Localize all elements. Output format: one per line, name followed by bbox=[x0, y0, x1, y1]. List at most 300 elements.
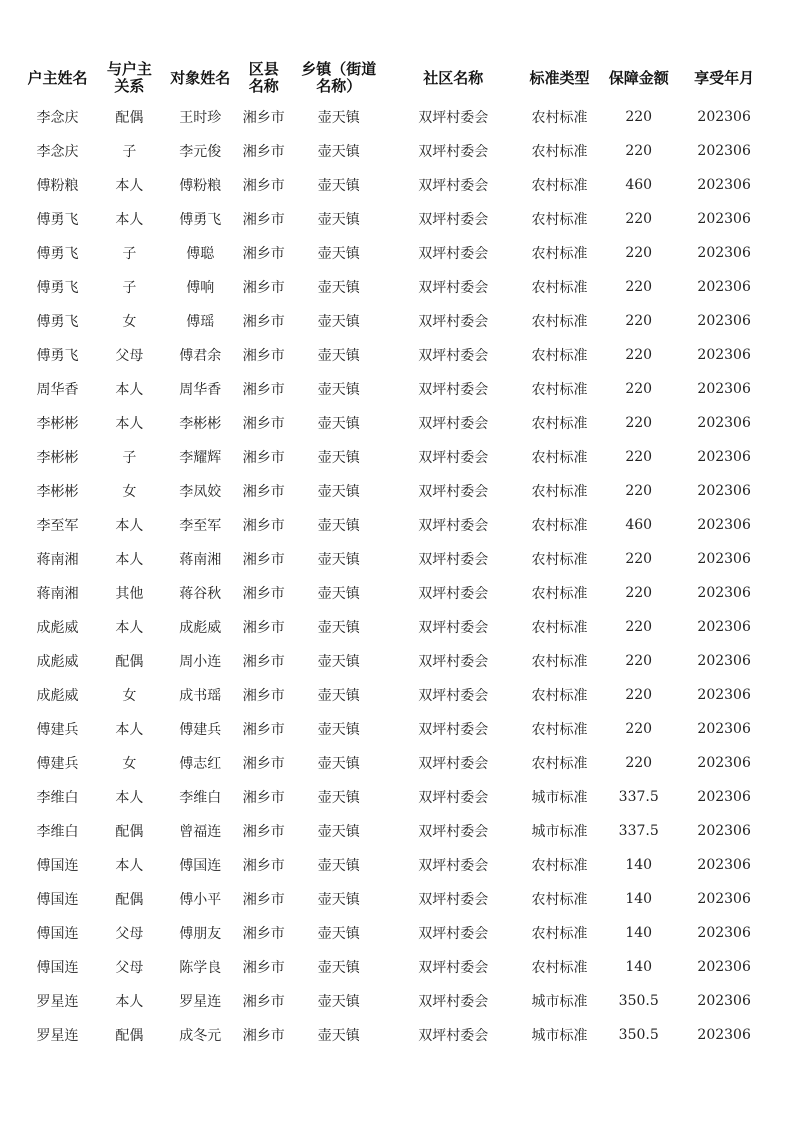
cell-benefit-month: 202306 bbox=[697, 959, 751, 975]
cell-benefit-amount: 140 bbox=[625, 959, 653, 975]
cell-benefit-month: 202306 bbox=[697, 517, 751, 533]
cell-relation-to-householder: 女 bbox=[122, 314, 137, 330]
cell-relation-to-householder: 父母 bbox=[115, 348, 144, 364]
cell-county-name: 湘乡市 bbox=[242, 450, 285, 466]
cell-householder-name: 罗星连 bbox=[36, 994, 79, 1010]
cell-standard-type: 农村标准 bbox=[531, 892, 588, 908]
cell-town-name: 壶天镇 bbox=[317, 382, 360, 398]
cell-county-name: 湘乡市 bbox=[242, 960, 285, 976]
cell-standard-type: 农村标准 bbox=[531, 212, 588, 228]
table-row bbox=[20, 644, 770, 678]
cell-standard-type: 农村标准 bbox=[531, 756, 588, 772]
cell-benefit-month: 202306 bbox=[697, 653, 751, 669]
cell-county-name: 湘乡市 bbox=[242, 382, 285, 398]
cell-county-name: 湘乡市 bbox=[242, 1028, 285, 1044]
cell-standard-type: 农村标准 bbox=[531, 314, 588, 330]
cell-community-name: 双坪村委会 bbox=[418, 858, 489, 874]
cell-benefit-month: 202306 bbox=[697, 483, 751, 499]
cell-standard-type: 农村标准 bbox=[531, 586, 588, 602]
cell-county-name: 湘乡市 bbox=[242, 824, 285, 840]
cell-town-name: 壶天镇 bbox=[317, 892, 360, 908]
cell-benefit-amount: 350.5 bbox=[618, 993, 659, 1009]
cell-standard-type: 农村标准 bbox=[531, 280, 588, 296]
cell-householder-name: 傅国连 bbox=[36, 960, 79, 976]
cell-recipient-name: 周小连 bbox=[179, 654, 222, 670]
cell-relation-to-householder: 本人 bbox=[115, 382, 144, 398]
cell-benefit-month: 202306 bbox=[697, 143, 751, 159]
cell-householder-name: 李彬彬 bbox=[36, 484, 79, 500]
cell-benefit-amount: 220 bbox=[625, 381, 653, 397]
cell-town-name: 壶天镇 bbox=[317, 994, 360, 1010]
table-header bbox=[20, 56, 770, 100]
cell-community-name: 双坪村委会 bbox=[418, 1028, 489, 1044]
cell-relation-to-householder: 女 bbox=[122, 756, 137, 772]
cell-town-name: 壶天镇 bbox=[317, 450, 360, 466]
cell-relation-to-householder: 女 bbox=[122, 484, 137, 500]
table-row bbox=[20, 678, 770, 712]
cell-benefit-amount: 220 bbox=[625, 279, 653, 295]
cell-county-name: 湘乡市 bbox=[242, 892, 285, 908]
cell-recipient-name: 蒋南湘 bbox=[179, 552, 222, 568]
cell-community-name: 双坪村委会 bbox=[418, 824, 489, 840]
table-row bbox=[20, 814, 770, 848]
table-row bbox=[20, 406, 770, 440]
cell-standard-type: 城市标准 bbox=[531, 994, 588, 1010]
cell-community-name: 双坪村委会 bbox=[418, 348, 489, 364]
cell-recipient-name: 周华香 bbox=[179, 382, 222, 398]
cell-county-name: 湘乡市 bbox=[242, 246, 285, 262]
column-header-relation-to-householder bbox=[95, 56, 164, 100]
cell-town-name: 壶天镇 bbox=[317, 858, 360, 874]
cell-benefit-month: 202306 bbox=[697, 755, 751, 771]
table-row bbox=[20, 576, 770, 610]
cell-benefit-month: 202306 bbox=[697, 449, 751, 465]
cell-benefit-month: 202306 bbox=[697, 177, 751, 193]
column-header-text: 标准类型 bbox=[529, 68, 590, 87]
cell-standard-type: 农村标准 bbox=[531, 178, 588, 194]
cell-relation-to-householder: 配偶 bbox=[115, 892, 144, 908]
cell-standard-type: 城市标准 bbox=[531, 790, 588, 806]
cell-benefit-amount: 350.5 bbox=[618, 1027, 659, 1043]
cell-householder-name: 傅建兵 bbox=[36, 722, 79, 738]
table-row bbox=[20, 746, 770, 780]
cell-benefit-amount: 337.5 bbox=[618, 789, 659, 805]
table-row bbox=[20, 270, 770, 304]
cell-benefit-month: 202306 bbox=[697, 381, 751, 397]
cell-benefit-month: 202306 bbox=[697, 619, 751, 635]
column-header-text: 对象姓名 bbox=[170, 68, 231, 87]
cell-benefit-month: 202306 bbox=[697, 313, 751, 329]
cell-standard-type: 农村标准 bbox=[531, 144, 588, 160]
cell-recipient-name: 王时珍 bbox=[179, 110, 222, 126]
table-row bbox=[20, 916, 770, 950]
cell-standard-type: 农村标准 bbox=[531, 722, 588, 738]
cell-community-name: 双坪村委会 bbox=[418, 450, 489, 466]
cell-community-name: 双坪村委会 bbox=[418, 756, 489, 772]
cell-relation-to-householder: 配偶 bbox=[115, 654, 144, 670]
cell-county-name: 湘乡市 bbox=[242, 348, 285, 364]
cell-householder-name: 傅国连 bbox=[36, 926, 79, 942]
cell-relation-to-householder: 本人 bbox=[115, 858, 144, 874]
cell-householder-name: 李维白 bbox=[36, 824, 79, 840]
cell-benefit-amount: 220 bbox=[625, 755, 653, 771]
cell-householder-name: 罗星连 bbox=[36, 1028, 79, 1044]
cell-standard-type: 农村标准 bbox=[531, 416, 588, 432]
cell-benefit-month: 202306 bbox=[697, 585, 751, 601]
cell-householder-name: 傅建兵 bbox=[36, 756, 79, 772]
cell-standard-type: 农村标准 bbox=[531, 926, 588, 942]
cell-relation-to-householder: 子 bbox=[122, 144, 137, 160]
cell-standard-type: 农村标准 bbox=[531, 484, 588, 500]
cell-benefit-amount: 220 bbox=[625, 313, 653, 329]
cell-community-name: 双坪村委会 bbox=[418, 280, 489, 296]
table-row bbox=[20, 440, 770, 474]
cell-householder-name: 成彪威 bbox=[36, 620, 79, 636]
column-header-householder-name bbox=[20, 56, 95, 100]
column-header-recipient-name bbox=[164, 56, 237, 100]
cell-benefit-month: 202306 bbox=[697, 993, 751, 1009]
cell-benefit-month: 202306 bbox=[697, 211, 751, 227]
cell-community-name: 双坪村委会 bbox=[418, 586, 489, 602]
cell-community-name: 双坪村委会 bbox=[418, 212, 489, 228]
cell-county-name: 湘乡市 bbox=[242, 722, 285, 738]
cell-standard-type: 农村标准 bbox=[531, 552, 588, 568]
cell-standard-type: 农村标准 bbox=[531, 450, 588, 466]
cell-county-name: 湘乡市 bbox=[242, 926, 285, 942]
table-row bbox=[20, 236, 770, 270]
cell-county-name: 湘乡市 bbox=[242, 552, 285, 568]
cell-recipient-name: 傅聪 bbox=[186, 246, 215, 262]
cell-benefit-month: 202306 bbox=[697, 347, 751, 363]
cell-town-name: 壶天镇 bbox=[317, 280, 360, 296]
cell-recipient-name: 罗星连 bbox=[179, 994, 222, 1010]
cell-benefit-amount: 220 bbox=[625, 619, 653, 635]
table-row bbox=[20, 202, 770, 236]
table-row bbox=[20, 134, 770, 168]
cell-benefit-amount: 220 bbox=[625, 483, 653, 499]
cell-town-name: 壶天镇 bbox=[317, 314, 360, 330]
cell-benefit-month: 202306 bbox=[697, 1027, 751, 1043]
column-header-text: 名称） bbox=[316, 77, 362, 95]
cell-benefit-amount: 220 bbox=[625, 687, 653, 703]
cell-recipient-name: 傅勇飞 bbox=[179, 212, 222, 228]
cell-benefit-month: 202306 bbox=[697, 823, 751, 839]
cell-benefit-month: 202306 bbox=[697, 925, 751, 941]
column-header-text: 享受年月 bbox=[694, 68, 755, 87]
cell-householder-name: 成彪威 bbox=[36, 654, 79, 670]
cell-recipient-name: 李凤姣 bbox=[179, 484, 222, 500]
table-row bbox=[20, 372, 770, 406]
cell-county-name: 湘乡市 bbox=[242, 144, 285, 160]
cell-county-name: 湘乡市 bbox=[242, 790, 285, 806]
cell-community-name: 双坪村委会 bbox=[418, 994, 489, 1010]
cell-standard-type: 农村标准 bbox=[531, 518, 588, 534]
cell-standard-type: 农村标准 bbox=[531, 688, 588, 704]
cell-householder-name: 蒋南湘 bbox=[36, 552, 79, 568]
table-row bbox=[20, 508, 770, 542]
cell-householder-name: 傅国连 bbox=[36, 858, 79, 874]
cell-community-name: 双坪村委会 bbox=[418, 144, 489, 160]
cell-town-name: 壶天镇 bbox=[317, 552, 360, 568]
cell-recipient-name: 李维白 bbox=[179, 790, 222, 806]
cell-community-name: 双坪村委会 bbox=[418, 552, 489, 568]
cell-recipient-name: 成彪威 bbox=[179, 620, 222, 636]
cell-standard-type: 农村标准 bbox=[531, 348, 588, 364]
column-header-text: 户主姓名 bbox=[27, 68, 88, 87]
table-row bbox=[20, 848, 770, 882]
cell-community-name: 双坪村委会 bbox=[418, 790, 489, 806]
cell-county-name: 湘乡市 bbox=[242, 484, 285, 500]
cell-benefit-amount: 220 bbox=[625, 347, 653, 363]
cell-community-name: 双坪村委会 bbox=[418, 892, 489, 908]
cell-recipient-name: 傅朋友 bbox=[179, 926, 222, 942]
cell-town-name: 壶天镇 bbox=[317, 178, 360, 194]
column-header-text: 保障金额 bbox=[608, 68, 669, 87]
cell-benefit-month: 202306 bbox=[697, 415, 751, 431]
table-row bbox=[20, 100, 770, 134]
cell-recipient-name: 傅响 bbox=[186, 280, 215, 296]
column-header-standard-type bbox=[520, 56, 599, 100]
cell-recipient-name: 傅瑶 bbox=[186, 314, 215, 330]
table-row bbox=[20, 542, 770, 576]
cell-householder-name: 成彪威 bbox=[36, 688, 79, 704]
cell-community-name: 双坪村委会 bbox=[418, 926, 489, 942]
cell-relation-to-householder: 本人 bbox=[115, 178, 144, 194]
cell-benefit-month: 202306 bbox=[697, 551, 751, 567]
column-header-benefit-amount bbox=[599, 56, 678, 100]
cell-householder-name: 傅国连 bbox=[36, 892, 79, 908]
cell-community-name: 双坪村委会 bbox=[418, 484, 489, 500]
cell-relation-to-householder: 本人 bbox=[115, 552, 144, 568]
cell-householder-name: 李念庆 bbox=[36, 144, 79, 160]
cell-standard-type: 农村标准 bbox=[531, 110, 588, 126]
column-header-community-name bbox=[387, 56, 520, 100]
cell-relation-to-householder: 配偶 bbox=[115, 824, 144, 840]
cell-recipient-name: 曾福连 bbox=[179, 824, 222, 840]
header-row bbox=[20, 56, 770, 100]
cell-county-name: 湘乡市 bbox=[242, 518, 285, 534]
cell-town-name: 壶天镇 bbox=[317, 960, 360, 976]
cell-county-name: 湘乡市 bbox=[242, 858, 285, 874]
cell-benefit-amount: 220 bbox=[625, 211, 653, 227]
cell-householder-name: 傅勇飞 bbox=[36, 212, 79, 228]
cell-householder-name: 李彬彬 bbox=[36, 450, 79, 466]
cell-standard-type: 城市标准 bbox=[531, 824, 588, 840]
cell-benefit-month: 202306 bbox=[697, 857, 751, 873]
cell-community-name: 双坪村委会 bbox=[418, 688, 489, 704]
cell-householder-name: 傅勇飞 bbox=[36, 314, 79, 330]
cell-standard-type: 农村标准 bbox=[531, 960, 588, 976]
column-header-county-name bbox=[237, 56, 291, 100]
cell-householder-name: 傅勇飞 bbox=[36, 246, 79, 262]
column-header-text: 社区名称 bbox=[423, 68, 484, 87]
cell-town-name: 壶天镇 bbox=[317, 654, 360, 670]
cell-householder-name: 周华香 bbox=[36, 382, 79, 398]
cell-benefit-amount: 220 bbox=[625, 585, 653, 601]
cell-benefit-month: 202306 bbox=[697, 109, 751, 125]
table-row bbox=[20, 338, 770, 372]
cell-town-name: 壶天镇 bbox=[317, 348, 360, 364]
cell-recipient-name: 陈学良 bbox=[179, 960, 222, 976]
column-header-text: 区县 bbox=[248, 60, 279, 78]
cell-county-name: 湘乡市 bbox=[242, 620, 285, 636]
cell-county-name: 湘乡市 bbox=[242, 416, 285, 432]
cell-community-name: 双坪村委会 bbox=[418, 620, 489, 636]
cell-county-name: 湘乡市 bbox=[242, 178, 285, 194]
cell-relation-to-householder: 本人 bbox=[115, 212, 144, 228]
cell-benefit-month: 202306 bbox=[697, 687, 751, 703]
cell-town-name: 壶天镇 bbox=[317, 212, 360, 228]
benefit-roster-table bbox=[20, 56, 770, 1052]
cell-householder-name: 傅勇飞 bbox=[36, 280, 79, 296]
cell-town-name: 壶天镇 bbox=[317, 246, 360, 262]
table-row bbox=[20, 712, 770, 746]
table-row bbox=[20, 1018, 770, 1052]
cell-town-name: 壶天镇 bbox=[317, 756, 360, 772]
cell-community-name: 双坪村委会 bbox=[418, 178, 489, 194]
cell-standard-type: 农村标准 bbox=[531, 246, 588, 262]
cell-town-name: 壶天镇 bbox=[317, 586, 360, 602]
cell-town-name: 壶天镇 bbox=[317, 1028, 360, 1044]
cell-recipient-name: 傅君余 bbox=[179, 348, 222, 364]
table-row bbox=[20, 882, 770, 916]
cell-town-name: 壶天镇 bbox=[317, 790, 360, 806]
cell-householder-name: 李念庆 bbox=[36, 110, 79, 126]
cell-benefit-amount: 140 bbox=[625, 925, 653, 941]
cell-relation-to-householder: 父母 bbox=[115, 960, 144, 976]
table-row bbox=[20, 984, 770, 1018]
cell-recipient-name: 蒋谷秋 bbox=[179, 586, 222, 602]
cell-recipient-name: 傅建兵 bbox=[179, 722, 222, 738]
cell-relation-to-householder: 父母 bbox=[115, 926, 144, 942]
cell-town-name: 壶天镇 bbox=[317, 416, 360, 432]
cell-benefit-month: 202306 bbox=[697, 891, 751, 907]
cell-town-name: 壶天镇 bbox=[317, 688, 360, 704]
cell-householder-name: 傅勇飞 bbox=[36, 348, 79, 364]
cell-relation-to-householder: 子 bbox=[122, 280, 137, 296]
cell-relation-to-householder: 本人 bbox=[115, 416, 144, 432]
cell-town-name: 壶天镇 bbox=[317, 722, 360, 738]
cell-community-name: 双坪村委会 bbox=[418, 416, 489, 432]
cell-standard-type: 农村标准 bbox=[531, 620, 588, 636]
cell-recipient-name: 李元俊 bbox=[179, 144, 222, 160]
cell-benefit-amount: 220 bbox=[625, 653, 653, 669]
cell-recipient-name: 傅小平 bbox=[179, 892, 222, 908]
cell-community-name: 双坪村委会 bbox=[418, 110, 489, 126]
cell-town-name: 壶天镇 bbox=[317, 144, 360, 160]
cell-community-name: 双坪村委会 bbox=[418, 314, 489, 330]
cell-community-name: 双坪村委会 bbox=[418, 518, 489, 534]
cell-county-name: 湘乡市 bbox=[242, 110, 285, 126]
cell-county-name: 湘乡市 bbox=[242, 654, 285, 670]
cell-recipient-name: 成冬元 bbox=[179, 1028, 222, 1044]
cell-householder-name: 李维白 bbox=[36, 790, 79, 806]
cell-county-name: 湘乡市 bbox=[242, 314, 285, 330]
cell-relation-to-householder: 女 bbox=[122, 688, 137, 704]
cell-recipient-name: 李彬彬 bbox=[179, 416, 222, 432]
cell-relation-to-householder: 本人 bbox=[115, 722, 144, 738]
cell-relation-to-householder: 本人 bbox=[115, 620, 144, 636]
table-row bbox=[20, 780, 770, 814]
cell-benefit-amount: 220 bbox=[625, 109, 653, 125]
cell-benefit-amount: 220 bbox=[625, 143, 653, 159]
cell-benefit-month: 202306 bbox=[697, 245, 751, 261]
cell-benefit-amount: 140 bbox=[625, 857, 653, 873]
column-header-text: 名称 bbox=[248, 77, 279, 95]
cell-benefit-amount: 220 bbox=[625, 449, 653, 465]
cell-standard-type: 城市标准 bbox=[531, 1028, 588, 1044]
column-header-benefit-month bbox=[678, 56, 770, 100]
cell-recipient-name: 成书瑶 bbox=[179, 688, 222, 704]
cell-relation-to-householder: 子 bbox=[122, 450, 137, 466]
cell-benefit-month: 202306 bbox=[697, 279, 751, 295]
cell-recipient-name: 傅志红 bbox=[179, 756, 222, 772]
cell-householder-name: 傅粉粮 bbox=[36, 178, 79, 194]
cell-standard-type: 农村标准 bbox=[531, 654, 588, 670]
cell-benefit-amount: 460 bbox=[625, 177, 653, 193]
cell-benefit-month: 202306 bbox=[697, 721, 751, 737]
cell-community-name: 双坪村委会 bbox=[418, 382, 489, 398]
cell-recipient-name: 李耀辉 bbox=[179, 450, 222, 466]
cell-standard-type: 农村标准 bbox=[531, 858, 588, 874]
column-header-text: 关系 bbox=[114, 77, 145, 95]
cell-benefit-month: 202306 bbox=[697, 789, 751, 805]
column-header-text: 与户主 bbox=[106, 60, 152, 78]
cell-community-name: 双坪村委会 bbox=[418, 960, 489, 976]
cell-community-name: 双坪村委会 bbox=[418, 654, 489, 670]
cell-householder-name: 李至军 bbox=[36, 518, 79, 534]
cell-county-name: 湘乡市 bbox=[242, 280, 285, 296]
cell-recipient-name: 李至军 bbox=[179, 518, 222, 534]
cell-town-name: 壶天镇 bbox=[317, 110, 360, 126]
cell-householder-name: 李彬彬 bbox=[36, 416, 79, 432]
cell-town-name: 壶天镇 bbox=[317, 926, 360, 942]
cell-county-name: 湘乡市 bbox=[242, 688, 285, 704]
cell-benefit-amount: 220 bbox=[625, 245, 653, 261]
cell-householder-name: 蒋南湘 bbox=[36, 586, 79, 602]
cell-community-name: 双坪村委会 bbox=[418, 722, 489, 738]
table-row bbox=[20, 950, 770, 984]
cell-county-name: 湘乡市 bbox=[242, 994, 285, 1010]
cell-recipient-name: 傅粉粮 bbox=[179, 178, 222, 194]
table-body bbox=[20, 100, 770, 1052]
column-header-town-name bbox=[291, 56, 387, 100]
cell-county-name: 湘乡市 bbox=[242, 756, 285, 772]
cell-relation-to-householder: 子 bbox=[122, 246, 137, 262]
cell-benefit-amount: 220 bbox=[625, 551, 653, 567]
cell-recipient-name: 傅国连 bbox=[179, 858, 222, 874]
cell-benefit-amount: 337.5 bbox=[618, 823, 659, 839]
cell-town-name: 壶天镇 bbox=[317, 824, 360, 840]
table-row bbox=[20, 610, 770, 644]
cell-relation-to-householder: 其他 bbox=[115, 586, 144, 602]
table-row bbox=[20, 168, 770, 202]
cell-relation-to-householder: 配偶 bbox=[115, 110, 144, 126]
cell-county-name: 湘乡市 bbox=[242, 586, 285, 602]
cell-benefit-amount: 140 bbox=[625, 891, 653, 907]
cell-county-name: 湘乡市 bbox=[242, 212, 285, 228]
cell-standard-type: 农村标准 bbox=[531, 382, 588, 398]
cell-relation-to-householder: 本人 bbox=[115, 994, 144, 1010]
cell-benefit-amount: 220 bbox=[625, 415, 653, 431]
cell-relation-to-householder: 本人 bbox=[115, 518, 144, 534]
column-header-text: 乡镇（街道 bbox=[301, 60, 377, 78]
cell-relation-to-householder: 本人 bbox=[115, 790, 144, 806]
cell-benefit-amount: 220 bbox=[625, 721, 653, 737]
cell-town-name: 壶天镇 bbox=[317, 484, 360, 500]
cell-community-name: 双坪村委会 bbox=[418, 246, 489, 262]
cell-town-name: 壶天镇 bbox=[317, 620, 360, 636]
